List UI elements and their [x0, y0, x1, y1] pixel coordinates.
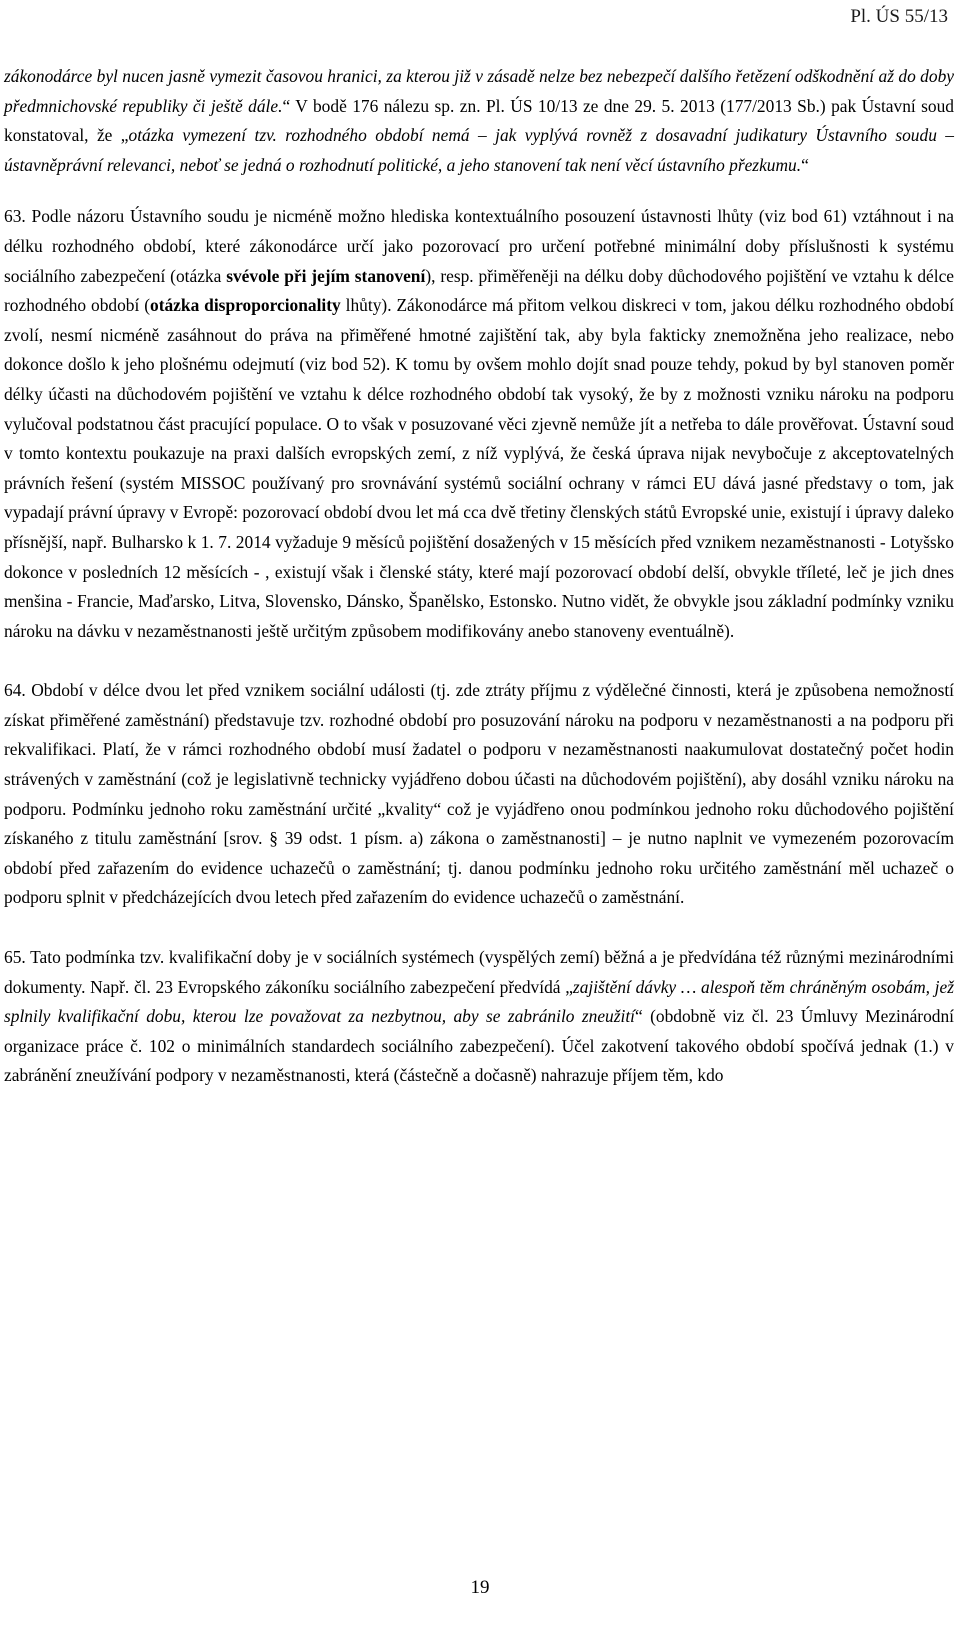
paragraph-65	[4, 943, 954, 1091]
text-run: “ (obdobně viz čl. 23 Úmluvy Mezinárodní organizace práce č. 102 o minimálních standardech sociálního zabezpečení). Účel zakotvení takového období spočívá jednak (1.) v zabránění zneužívání podpory v nezaměstnanosti, která (částečně a dočasně) nahrazuje příjem těm, kdo	[4, 1006, 954, 1086]
paragraph-intro	[4, 62, 954, 180]
quote-italic: otázka vymezení tzv. rozhodného období nemá – jak vyplývá rovněž z dosavadní judikatury Ústavního soudu – ústavněprávní relevanci, neboť se jedná o rozhodnutí politické, a jeho stanovení tak není věcí ústavního přezkumu.	[4, 125, 954, 175]
bold-term: svévole při jejím stanovení	[226, 265, 426, 286]
paragraph-64: 64. Období v délce dvou let před vznikem sociální události (tj. zde ztráty příjmu z výdělečné činnosti, která je způsobena nemožností získat přiměřené zaměstnání) představuje tzv. rozhodné období pro posuzování nároku na podporu v nezaměstnanosti a na podporu při rekvalifikaci. Platí, že v rámci rozhodného období musí žadatel o podporu v nezaměstnanosti naakumulovat dostatečný počet hodin strávených v zaměstnání (což je legislativně technicky vyjádřeno dobou účasti na důchodovém pojištění), aby dosáhl vzniku nároku na podporu. Podmínku jednoho roku zaměstnání určité „kvality“ což je vyjádřeno onou podmínkou jednoho roku důchodového pojištění získaného z titulu zaměstnání [srov. § 39 odst. 1 písm. a) zákona o zaměstnanosti] – je nutno naplnit ve vymezeném pozorovacím období před zařazením do evidence uchazečů o zaměstnání; tj. danou podmínku jednoho roku určitého zaměstnání měl uchazeč o podporu splnit v předcházejících dvou letech před zařazením do evidence uchazečů o zaměstnání.	[4, 680, 954, 908]
quote-italic: zákonodárce byl nucen jasně vymezit časovou hranici, za kterou již v zásadě nelze bez nebezpečí dalšího řetězení odškodnění až do doby předmnichovské republiky či ještě dále.	[4, 66, 954, 116]
paragraph-spacer	[4, 913, 954, 943]
text-run: lhůty). Zákonodárce má přitom velkou diskreci v tom, jakou délku rozhodného období zvolí, nesmí nicméně zasáhnout do práva na přiměřené hmotné zajištění tak, aby byla fakticky znemožněna jeho realizace, nebo dokonce došlo k jeho plošnému odejmutí (viz bod 52). K tomu by ovšem mohlo dojít snad pouze tehdy, pokud by byl stanoven poměr délky účasti na důchodovém pojištění ve vztahu k délce rozhodného období tak vysoký, že by z možnosti vzniku nároku na podporu vylučoval podstatnou část pracující populace. O to však v posuzované věci zjevně nemůže jít a netřeba to dále prověřovat. Ústavní soud v tomto kontextu poukazuje na praxi dalších evropských zemí, z níž vyplývá, že česká úprava nijak nevybočuje z akceptovatelných právních řešení (systém MISSOC používaný pro srovnávání systémů sociální ochrany v rámci EU dává jasné představy o tom, jak vypadají právní úpravy v Evropě: pozorovací období dvou let má cca dvě třetiny členských států Evropské unie, existují i úpravy daleko přísnější, např. Bulharsko k 1. 7. 2014 vyžaduje 9 měsíců pojištění dosažených v 15 měsících před vznikem nezaměstnanosti - Lotyšsko dokonce v posledních 12 měsících - , existují však i členské státy, které mají pozorovací období delší, obvykle tříleté, leč je jich dnes menšina - Francie, Maďarsko, Litva, Slovensko, Dánsko, Španělsko, Estonsko. Nutno vidět, že obvykle jsou základní podmínky vzniku nároku na dávku v nezaměstnanosti ještě určitým způsobem modifikovány anebo stanoveny eventuálně).	[4, 295, 954, 641]
document-body	[4, 62, 954, 1091]
bold-term: otázka disproporcionality	[150, 295, 341, 316]
paragraph-spacer	[4, 646, 954, 676]
paragraph-63	[4, 202, 954, 646]
paragraph-spacer	[4, 180, 954, 202]
text-run: ), resp. přiměřeněji na délku doby důchodového pojištění ve vztahu k délce rozhodného období (	[4, 265, 955, 316]
quote-italic: zajištění dávky … alespoň těm chráněným osobám, jež splnily kvalifikační dobu, kterou lze považovat za nezbytnou, aby se zabránilo zneužití	[4, 976, 954, 1027]
text-run: “	[801, 154, 809, 175]
text-run: 63. Podle názoru Ústavního soudu je nicméně možno hlediska kontextuálního posouzení ústavnosti lhůty (viz bod 61) vztáhnout i na délku rozhodného období, které zákonodárce určí jako pozorovací pro určení potřebné minimální doby příslušnosti k systému sociálního zabezpečení (otázka	[4, 206, 954, 286]
text-run: 65. Tato podmínka tzv. kvalifikační doby je v sociálních systémech (vyspělých zemí) běžná a je předvídána též různými mezinárodními dokumenty. Např. čl. 23 Evropského zákoníku sociálního zabezpečení předvídá „	[4, 947, 954, 997]
case-reference-header: Pl. ÚS 55/13	[850, 6, 948, 27]
text-run: “ V bodě 176 nálezu sp. zn. Pl. ÚS 10/13 ze dne 29. 5. 2013 (177/2013 Sb.) pak Ústavní soud konstatoval, že „	[4, 95, 955, 146]
page-number: 19	[470, 1577, 490, 1598]
